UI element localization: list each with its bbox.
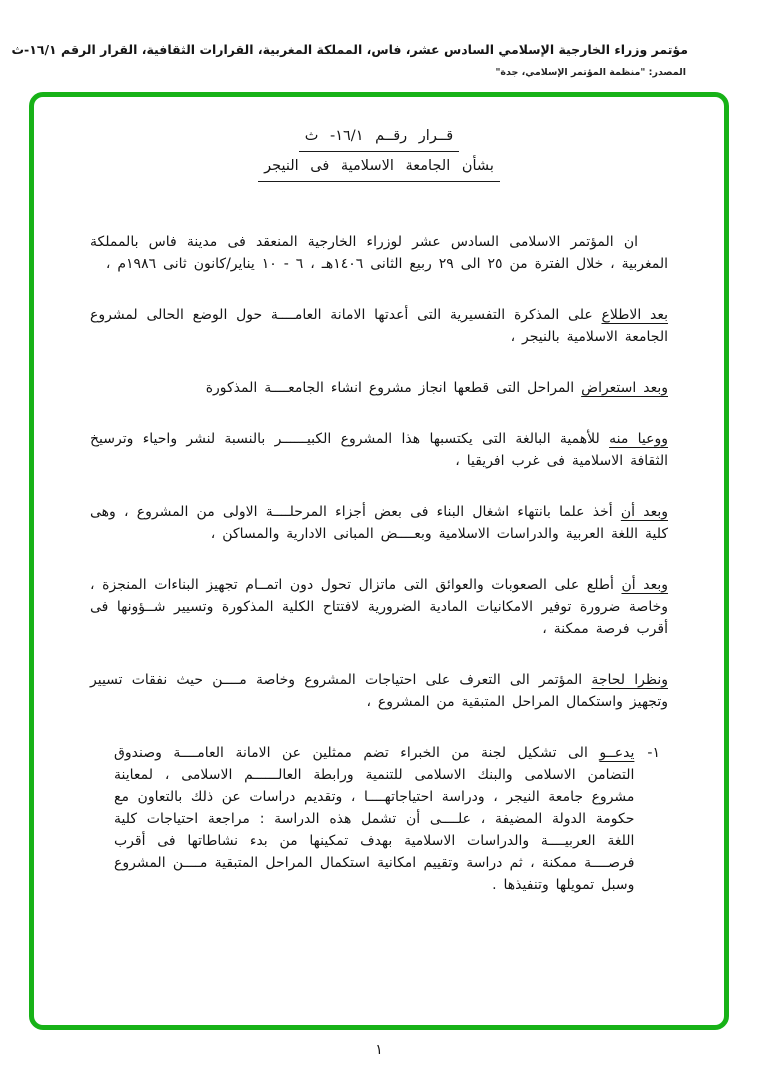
item-text (114, 742, 634, 896)
paragraph-text: المراحل التى قطعها انجاز مشروع انشاء الجامعــــة المذكورة (205, 380, 575, 396)
header-source-note: المصدر: "منظمة المؤتمر الإسلامي، جدة" (495, 66, 686, 78)
clause-lead: بعد الاطلاع (601, 307, 668, 323)
clause-lead: ونظرا لحاجة (591, 672, 668, 688)
clause-paragraph (90, 501, 668, 545)
resolution-number-row (90, 125, 668, 155)
resolution-body (90, 231, 668, 896)
resolution-subject: بشأن الجامعة الاسلامية فى النيجر (258, 155, 500, 182)
preamble-paragraph (90, 231, 668, 275)
clause-lead: ووعيا منه (609, 431, 669, 447)
clause-lead: وبعد استعراض (581, 380, 668, 396)
numbered-item (90, 742, 668, 896)
page-number: ١ (375, 1041, 383, 1058)
paragraph-text: أخذ علما بانتهاء اشغال البناء فى بعض أجزاء المرحلــــة الاولى من المشروع ، وهى كلية اللغة العربية والدراسات الاسلامية وبعــــض المبانى الادارية والمساكن ، (90, 504, 668, 542)
clause-lead: وبعد أن (620, 504, 668, 520)
paragraph-text: للأهمية البالغة التى يكتسبها هذا المشروع الكبيــــــر بالنسبة لنشر واحياء وترسيخ الثقافة الاسلامية فى غرب افريقيا ، (90, 431, 668, 469)
paragraph-text: ان المؤتمر الاسلامى السادس عشر لوزراء الخارجية المنعقد فى مدينة فاس بالمملكة المغربية ، خلال الفترة من ٢٥ الى ٢٩ ربيع الثانى ١٤٠٦هـ ، ٦ - ١٠ يناير/كانون ثانى ١٩٨٦م ، (90, 234, 668, 272)
item-number: ١- (647, 745, 660, 761)
clause-paragraph (90, 377, 668, 399)
clause-paragraph (90, 428, 668, 472)
header-title: مؤتمر وزراء الخارجية الإسلامي السادس عشر، فاس، المملكة المغربية، القرارات الثقافية، القرار الرقم ١٦/١-ث (11, 42, 688, 57)
paragraph-text: المؤتمر الى التعرف على احتياجات المشروع وخاصة مــــن حيث نفقات تسيير وتجهيز واستكمال المراحل المتبقية من المشروع ، (90, 672, 668, 710)
item-body-text: الى تشكيل لجنة من الخبراء تضم ممثلين عن الامانة العامــــة وصندوق التضامن الاسلامى والبنك الاسلامى للتنمية ورابطة العالــــــم الاسلامى ، لمعاينة مشروع جامعة النيجر ، ودراسة احتياجاتهــــا ، وتقديم دراسات عن ذلك بالتعاون مع حكومة الدولة المضيفة ، علــــى أن تشمل هذه الدراسة : مراجعة احتياجات كلية اللغة العربيــــة والدراسات الاسلامية بهدف تمكينها من بدء نشاطاتها فى أقرب فرصــــة ممكنة ، ثم دراسة وتقييم امكانية استكمال المراحل المتبقية مــــن المشروع وسبل تمويلها وتنفيذها . (114, 745, 635, 893)
resolution-title-block (90, 125, 668, 185)
resolution-number: قــرار رقــم ١٦/١- ث (299, 125, 460, 152)
item-lead: يدعــو (599, 745, 635, 761)
clause-paragraph (90, 304, 668, 348)
clause-paragraph (90, 574, 668, 640)
document-header (0, 0, 758, 78)
clause-paragraph (90, 669, 668, 713)
scanned-document-frame (29, 92, 729, 1030)
clause-lead: وبعد أن (621, 577, 668, 593)
resolution-subject-row (90, 155, 668, 185)
paragraph-text: على المذكرة التفسيرية التى أعدتها الامانة العامــــة حول الوضع الحالى لمشروع الجامعة الاسلامية بالنيجر ، (90, 307, 668, 345)
paragraph-text: أطلع على الصعوبات والعوائق التى ماتزال تحول دون اتمــام تجهيز البناءات المنجزة ، وخاصة ضرورة توفير الامكانيات المادية الضرورية لافتتاح الكلية المذكورة وتسيير شــؤونها فى أقرب فرصة ممكنة ، (90, 577, 668, 637)
